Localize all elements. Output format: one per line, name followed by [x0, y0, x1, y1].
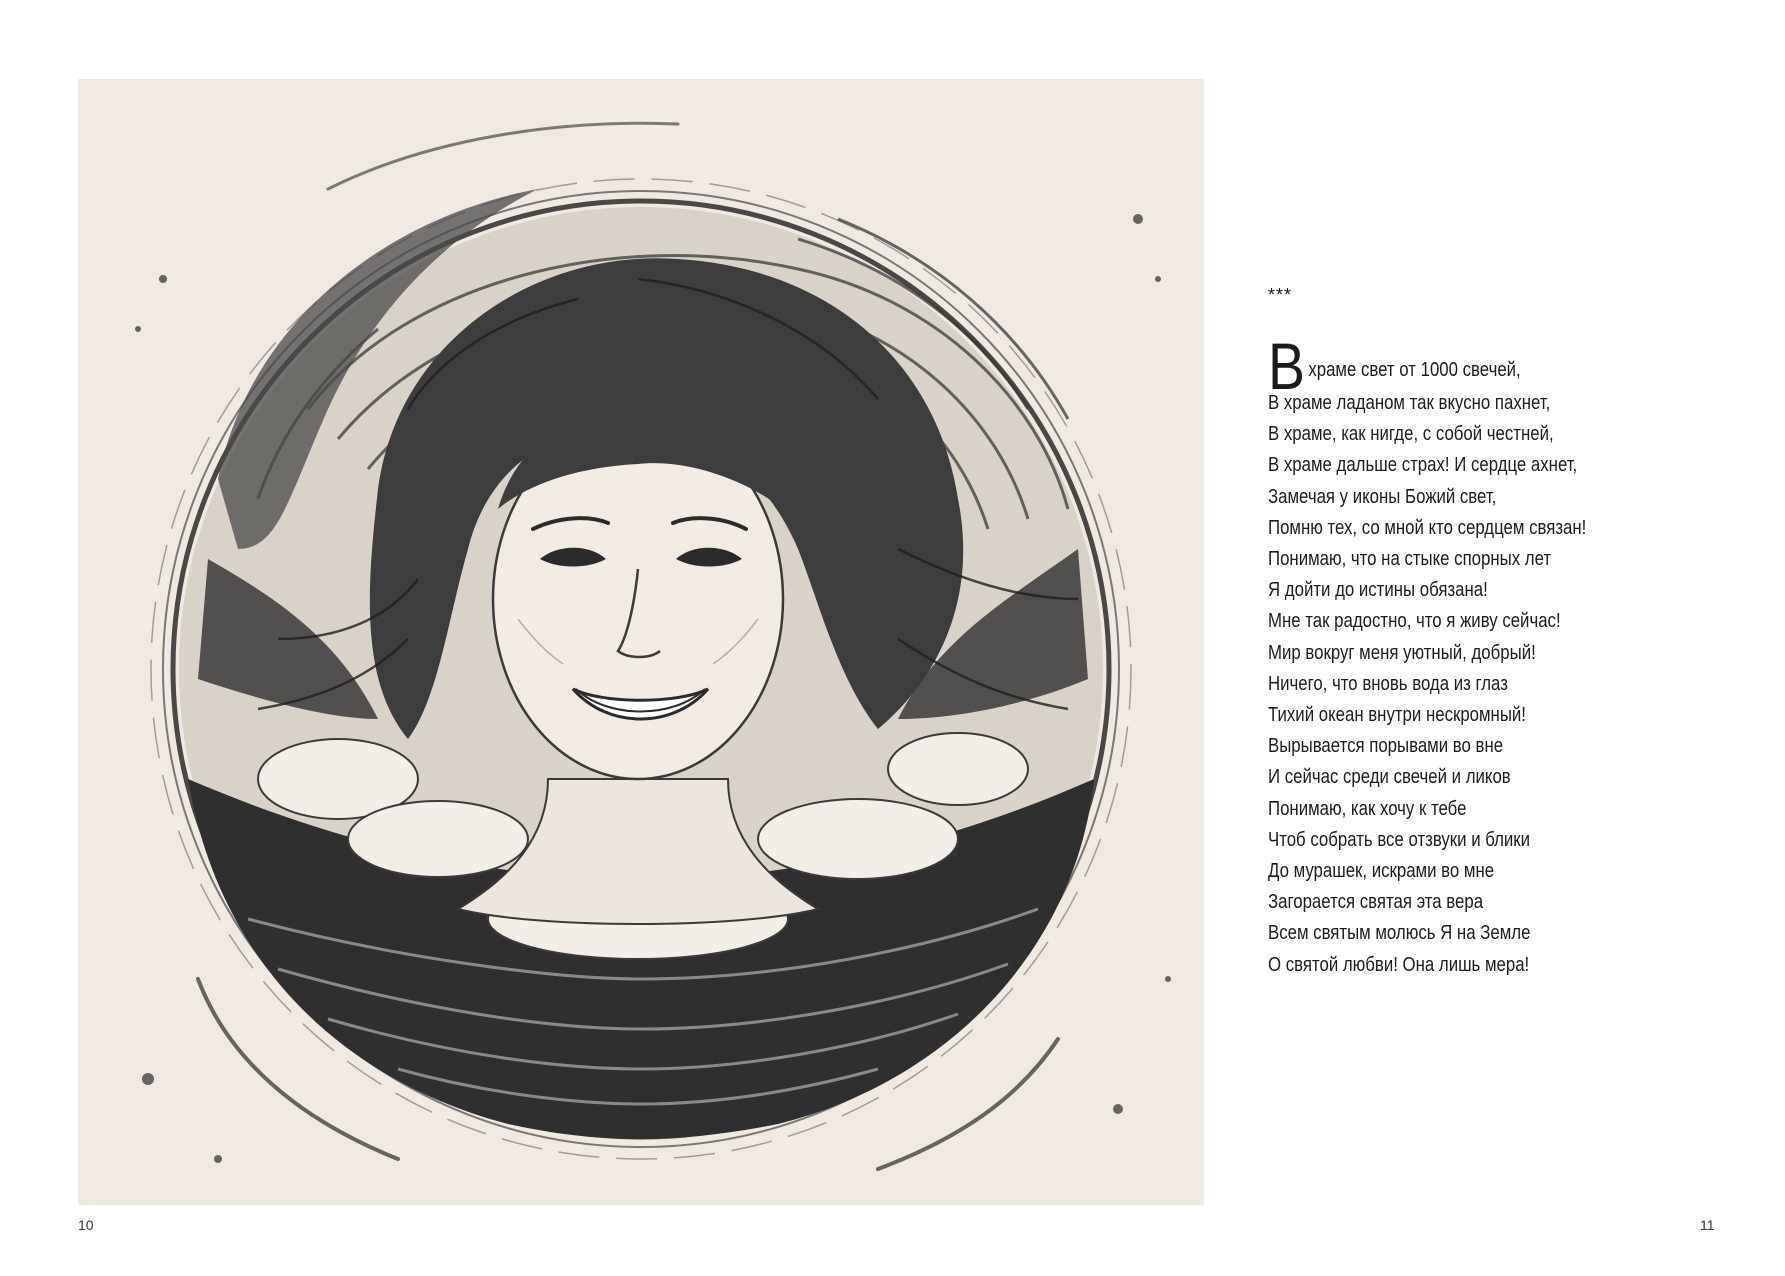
- poem-line: В храме, как нигде, с собой честней,: [1268, 423, 1554, 446]
- poem-line: Понимаю, как хочу к тебе: [1268, 797, 1467, 820]
- portrait-illustration-icon: [78, 79, 1204, 1205]
- poem-line: Я дойти до истины обязана!: [1268, 579, 1488, 602]
- portrait-illustration: [78, 79, 1204, 1205]
- poem-line: В храме ладаном так вкусно пахнет,: [1268, 392, 1551, 414]
- poem-line: О святой любви! Она лишь мера!: [1268, 953, 1530, 976]
- poem-line: Чтоб собрать все отзвуки и блики: [1268, 828, 1531, 851]
- poem-line: И сейчас среди свечей и ликов: [1268, 766, 1511, 789]
- poem-block: [1268, 285, 1708, 981]
- poem-separator: ***: [1268, 285, 1293, 305]
- poem-line: В храме дальше страх! И сердце ахнет,: [1268, 454, 1578, 477]
- poem-line: Понимаю, что на стыке спорных лет: [1268, 548, 1552, 571]
- poem-verse: [1268, 328, 1638, 981]
- poem-line: Вырывается порывами во вне: [1268, 735, 1504, 758]
- poem-line: До мурашек, искрами во мне: [1268, 860, 1495, 883]
- poem-line: Тихий океан внутри нескромный!: [1268, 704, 1526, 727]
- poem-line: Всем святым молюсь Я на Земле: [1268, 922, 1531, 945]
- poem-line: Мир вокруг меня уютный, добрый!: [1268, 641, 1536, 664]
- poem-line: Загорается святая эта вера: [1268, 891, 1484, 914]
- poem-line: Помню тех, со мной кто сердцем связан!: [1268, 516, 1587, 539]
- poem-line: Замечая у иконы Божий свет,: [1268, 485, 1497, 508]
- poem-line: Ничего, что вновь вода из глаз: [1268, 672, 1508, 695]
- poem-line: Мне так радостно, что я живу сейчас!: [1268, 610, 1561, 633]
- page-number-left: 10: [78, 1217, 94, 1233]
- drop-cap: В: [1268, 329, 1305, 403]
- poem-first-line-text: храме свет от 1000 свечей,: [1308, 358, 1521, 381]
- page-number-right: 11: [1700, 1217, 1715, 1233]
